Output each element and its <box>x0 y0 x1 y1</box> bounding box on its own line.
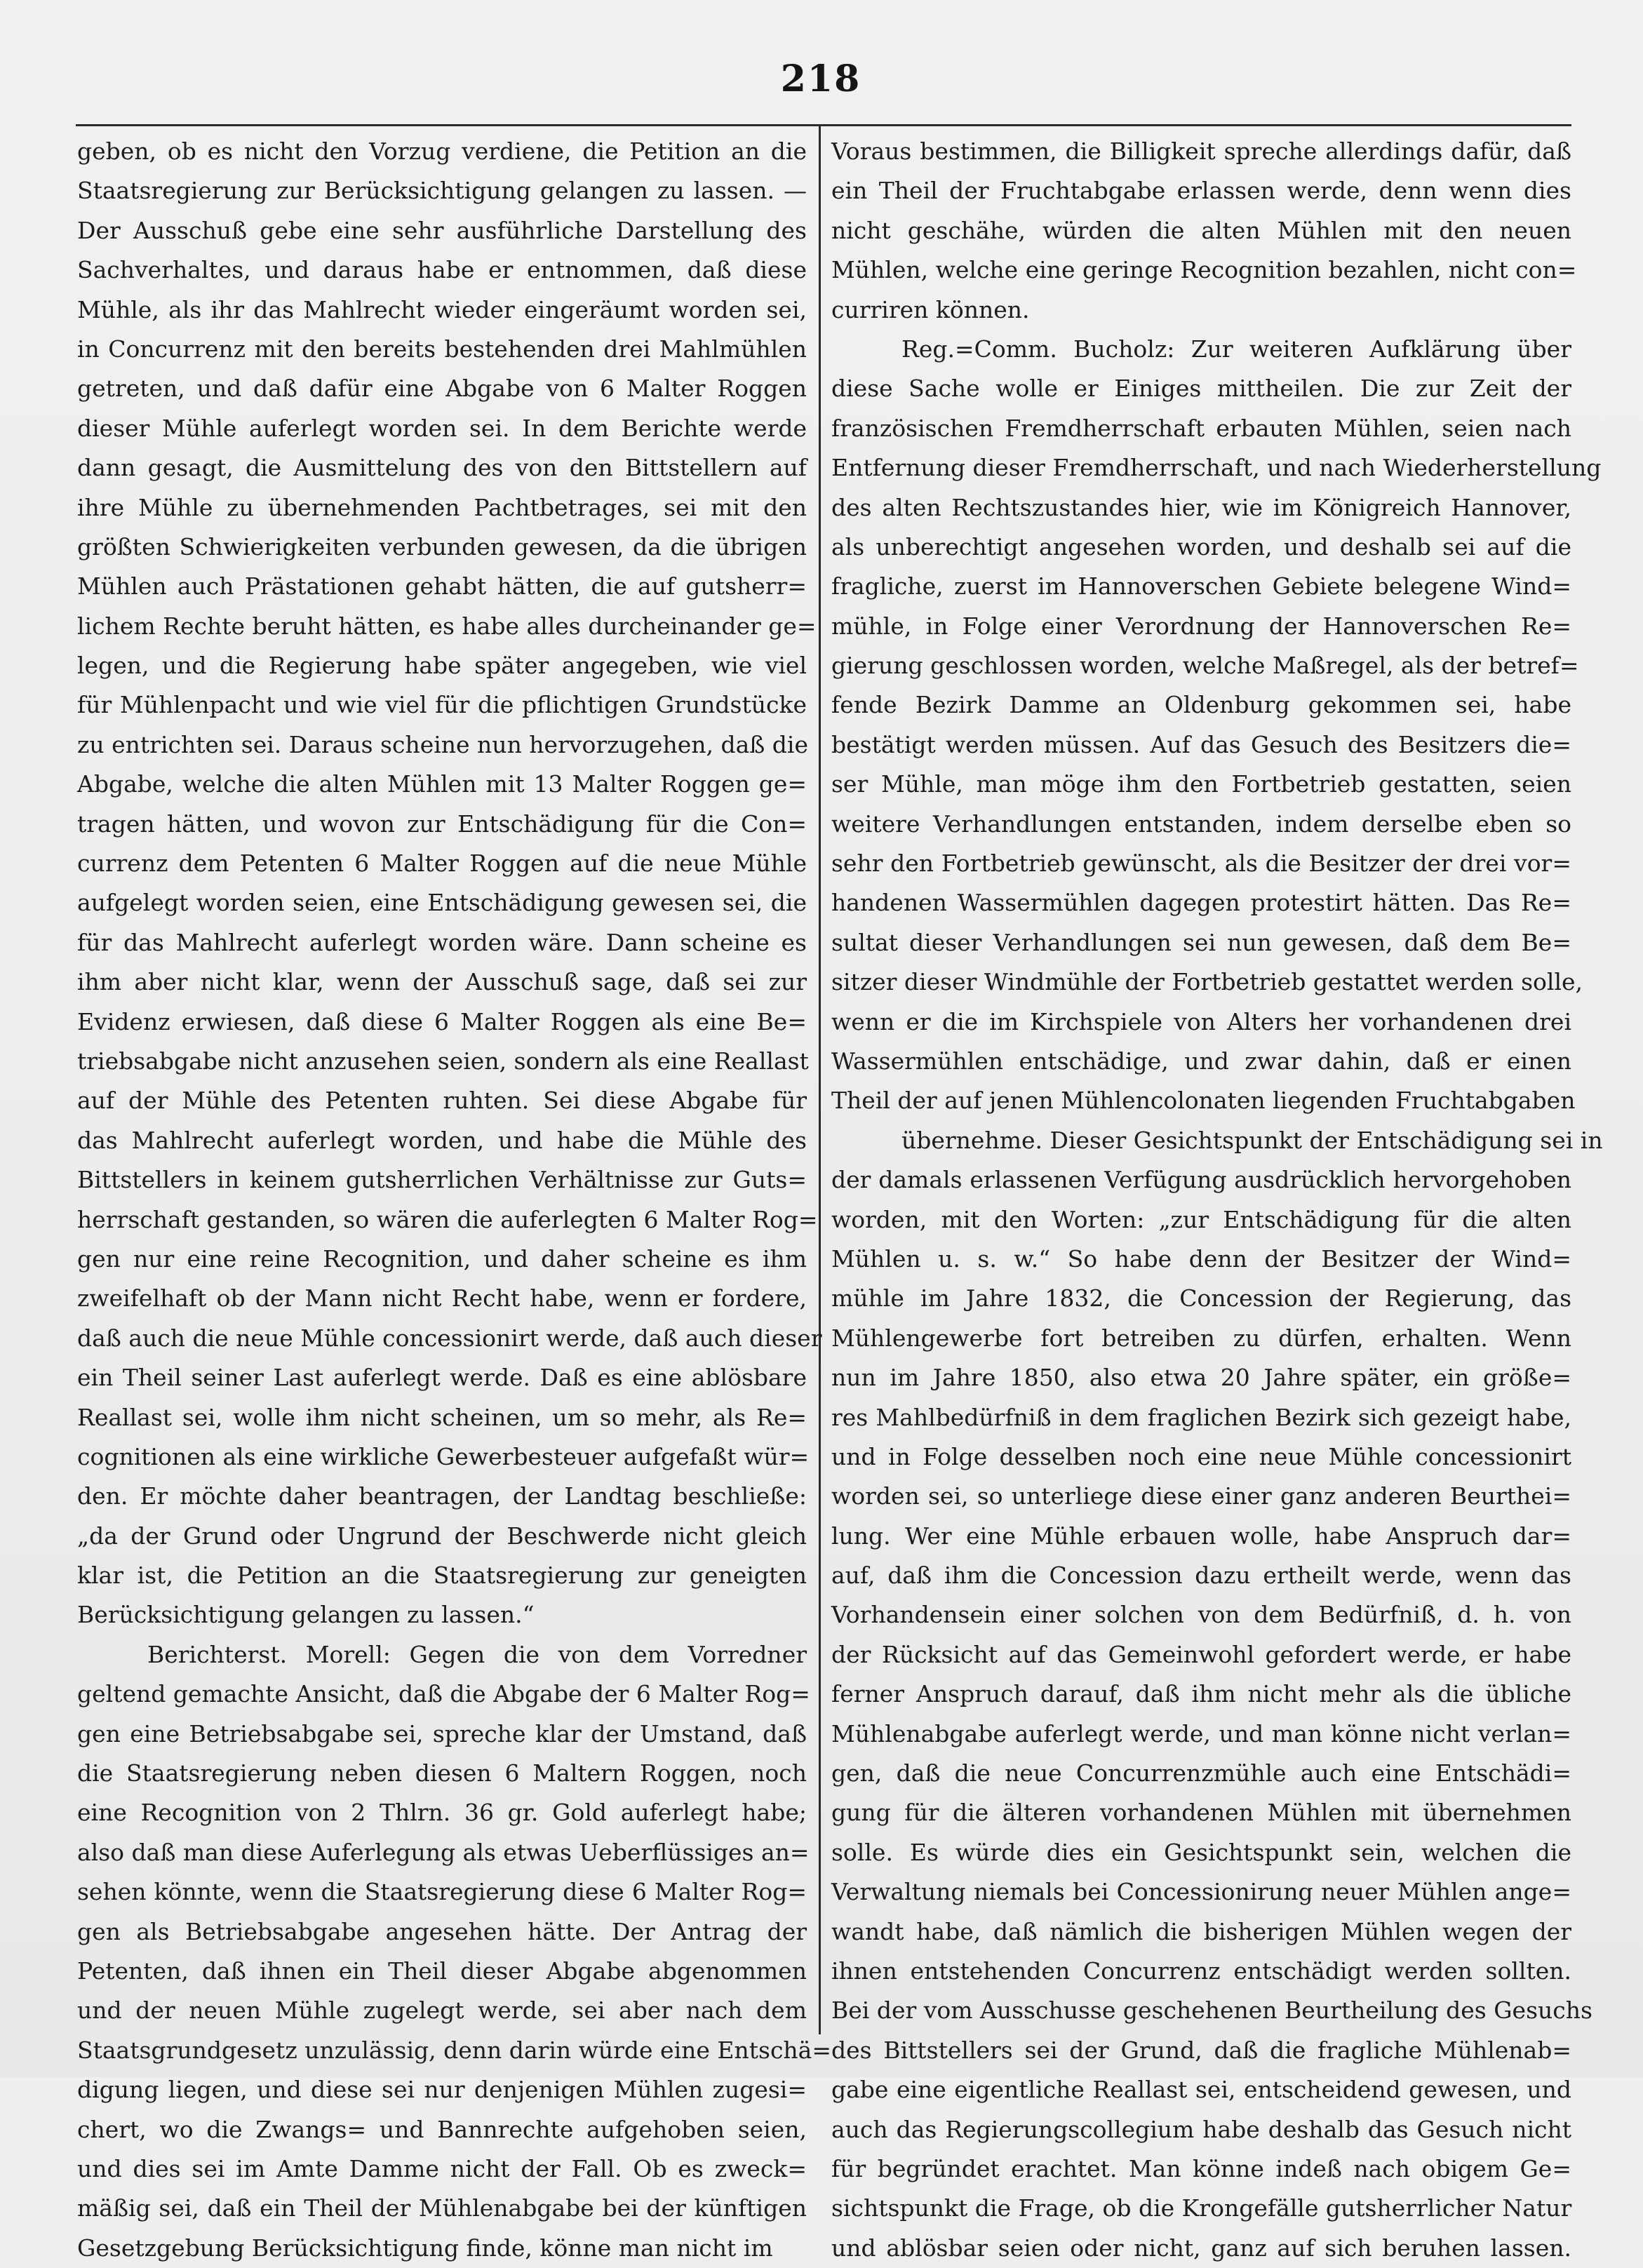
text-line: ihm aber nicht klar, wenn der Ausschuß sage, daß sei zur <box>77 968 807 996</box>
text-line: sehen könnte, wenn die Staatsregierung diese 6 Malter Rog= <box>77 1878 807 1906</box>
text-line: des Bittstellers sei der Grund, daß die fragliche Mühlenab= <box>831 2036 1571 2064</box>
text-line: auf, daß ihm die Concession dazu ertheilt werde, wenn das <box>831 1562 1571 1590</box>
text-line: Der Ausschuß gebe eine sehr ausführliche Darstellung des <box>77 216 807 244</box>
text-line: für das Mahlrecht auferlegt worden wäre. Dann scheine es <box>77 928 807 956</box>
text-line: geltend gemachte Ansicht, daß die Abgabe der 6 Malter Rog= <box>77 1680 810 1708</box>
text-line: diese Sache wolle er Einiges mittheilen. Die zur Zeit der <box>831 375 1571 403</box>
text-line: „da der Grund oder Ungrund der Beschwerde nicht gleich <box>77 1522 807 1550</box>
text-line: des alten Rechtszustandes hier, wie im Königreich Hannover, <box>831 493 1571 521</box>
text-line: ser Mühle, man möge ihm den Fortbetrieb gestatten, seien <box>831 770 1571 798</box>
text-line: Bei der vom Ausschusse geschehenen Beurtheilung des Gesuchs <box>831 1997 1592 2025</box>
text-line: ihnen entstehenden Concurrenz entschädigt werden sollten. <box>831 1957 1571 1985</box>
text-line: Petenten, daß ihnen ein Theil dieser Abgabe abgenommen <box>77 1957 807 1985</box>
text-line: der damals erlassenen Verfügung ausdrücklich hervorgehoben <box>831 1166 1571 1194</box>
text-line: sehr den Fortbetrieb gewünscht, als die Besitzer der drei vor= <box>831 850 1571 878</box>
column-divider <box>819 126 821 2034</box>
text-line: Mühlen u. s. w.“ So habe denn der Besitzer der Wind= <box>831 1244 1571 1273</box>
text-line: zweifelhaft ob der Mann nicht Recht habe, wenn er fordere, <box>77 1284 807 1313</box>
text-line: lichem Rechte beruht hätten, es habe alles durcheinander ge= <box>77 612 817 640</box>
text-line: worden, mit den Worten: „zur Entschädigung für die alten <box>831 1205 1571 1233</box>
text-line: Voraus bestimmen, die Billigkeit spreche allerdings dafür, daß <box>831 137 1571 165</box>
text-line: Berücksichtigung gelangen zu lassen.“ <box>77 1601 535 1629</box>
text-line: lung. Wer eine Mühle erbauen wolle, habe Anspruch dar= <box>831 1522 1571 1550</box>
text-line: sultat dieser Verhandlungen sei nun gewesen, daß dem Be= <box>831 928 1571 956</box>
text-line: sitzer dieser Windmühle der Fortbetrieb gestattet werden solle, <box>831 968 1583 996</box>
text-line: Reg.=Comm. Bucholz: Zur weiteren Aufklärung über <box>901 335 1571 363</box>
page-number: 218 <box>780 58 861 100</box>
text-line: für begründet erachtet. Man könne indeß nach obigem Ge= <box>831 2154 1571 2182</box>
text-line: chert, wo die Zwangs= und Bannrechte aufgehoben seien, <box>77 2115 807 2143</box>
text-line: und ablösbar seien oder nicht, ganz auf sich beruhen lassen. <box>831 2234 1571 2262</box>
text-line: dieser Mühle auferlegt worden sei. In dem Berichte werde <box>77 414 807 442</box>
text-line: die Staatsregierung neben diesen 6 Maltern Roggen, noch <box>77 1759 807 1787</box>
text-line: auch das Regierungscollegium habe deshalb das Gesuch nicht <box>831 2115 1571 2143</box>
text-line: Mühlenabgabe auferlegt werde, und man könne nicht verlan= <box>831 1719 1571 1747</box>
text-line: für Mühlenpacht und wie viel für die pflichtigen Grundstücke <box>77 691 807 719</box>
text-line: wandt habe, daß nämlich die bisherigen Mühlen wegen der <box>831 1917 1571 1945</box>
text-line: aufgelegt worden seien, eine Entschädigung gewesen sei, die <box>77 889 807 917</box>
text-line: nicht geschähe, würden die alten Mühlen mit den neuen <box>831 216 1571 244</box>
text-line: weitere Verhandlungen entstanden, indem derselbe eben so <box>831 810 1571 838</box>
text-line: Mühlengewerbe fort betreiben zu dürfen, erhalten. Wenn <box>831 1324 1571 1352</box>
text-line: tragen hätten, und wovon zur Entschädigung für die Con= <box>77 810 807 838</box>
text-line: das Mahlrecht auferlegt worden, und habe die Mühle des <box>77 1126 807 1154</box>
text-line: Staatsregierung zur Berücksichtigung gelangen zu lassen. — <box>77 177 807 205</box>
text-line: getreten, und daß dafür eine Abgabe von 6 Malter Roggen <box>77 375 807 403</box>
text-line: Wassermühlen entschädige, und zwar dahin, daß er einen <box>831 1047 1571 1075</box>
text-line: daß auch die neue Mühle concessionirt werde, daß auch dieser <box>77 1324 822 1352</box>
text-line: dann gesagt, die Ausmittelung des von den Bittstellern auf <box>77 454 807 482</box>
text-line: solle. Es würde dies ein Gesichtspunkt sein, welchen die <box>831 1838 1571 1866</box>
text-line: zu entrichten sei. Daraus scheine nun hervorzugehen, daß die <box>77 730 808 758</box>
text-line: fragliche, zuerst im Hannoverschen Gebiete belegene Wind= <box>831 572 1571 600</box>
text-line: Verwaltung niemals bei Concessionirung neuer Mühlen ange= <box>831 1878 1571 1906</box>
text-line: herrschaft gestanden, so wären die auferlegten 6 Malter Rog= <box>77 1205 818 1233</box>
text-line: gen nur eine reine Recognition, und daher scheine es ihm <box>77 1244 807 1273</box>
text-line: mühle im Jahre 1832, die Concession der Regierung, das <box>831 1284 1571 1313</box>
text-line: gabe eine eigentliche Reallast sei, entscheidend gewesen, und <box>831 2076 1571 2104</box>
text-line: fende Bezirk Damme an Oldenburg gekommen sei, habe <box>831 691 1571 719</box>
text-line: als unberechtigt angesehen worden, und deshalb sei auf die <box>831 532 1571 561</box>
text-line: Sachverhaltes, und daraus habe er entnommen, daß diese <box>77 256 807 284</box>
text-line: ein Theil seiner Last auferlegt werde. Daß es eine ablösbare <box>77 1364 807 1392</box>
text-line: worden sei, so unterliege diese einer ganz anderen Beurthei= <box>831 1482 1571 1510</box>
text-line: wenn er die im Kirchspiele von Alters her vorhandenen drei <box>831 1007 1571 1035</box>
text-line: übernehme. Dieser Gesichtspunkt der Entschädigung sei in <box>901 1126 1603 1154</box>
text-line: und in Folge desselben noch eine neue Mühle concessionirt <box>831 1442 1571 1470</box>
text-line: Reallast sei, wolle ihm nicht scheinen, um so mehr, als Re= <box>77 1403 807 1431</box>
text-line: Bittstellers in keinem gutsherrlichen Verhältnisse zur Guts= <box>77 1166 807 1194</box>
text-line: und der neuen Mühle zugelegt werde, sei aber nach dem <box>77 1997 807 2025</box>
text-line: Mühlen auch Prästationen gehabt hätten, die auf gutsherr= <box>77 572 807 600</box>
text-line: auf der Mühle des Petenten ruhten. Sei diese Abgabe für <box>77 1087 807 1115</box>
text-line: den. Er möchte daher beantragen, der Landtag beschließe: <box>77 1482 807 1510</box>
text-line: ein Theil der Fruchtabgabe erlassen werde, denn wenn dies <box>831 177 1571 205</box>
text-line: triebsabgabe nicht anzusehen seien, sondern als eine Reallast <box>77 1047 809 1075</box>
text-line: mühle, in Folge einer Verordnung der Hannoverschen Re= <box>831 612 1571 640</box>
text-line: Evidenz erwiesen, daß diese 6 Malter Roggen als eine Be= <box>77 1007 807 1035</box>
text-line: cognitionen als eine wirkliche Gewerbesteuer aufgefaßt wür= <box>77 1442 810 1470</box>
text-line: also daß man diese Auferlegung als etwas Ueberflüssiges an= <box>77 1838 810 1866</box>
text-line: Berichterst. Morell: Gegen die von dem Vorredner <box>147 1640 807 1668</box>
text-line: Theil der auf jenen Mühlencolonaten liegenden Fruchtabgaben <box>831 1087 1576 1115</box>
text-line: gen, daß die neue Concurrenzmühle auch eine Entschädi= <box>831 1759 1571 1787</box>
text-line: digung liegen, und diese sei nur denjenigen Mühlen zugesi= <box>77 2076 807 2104</box>
text-line: französischen Fremdherrschaft erbauten Mühlen, seien nach <box>831 414 1571 442</box>
text-line: und dies sei im Amte Damme nicht der Fall. Ob es zweck= <box>77 2154 807 2182</box>
text-line: ihre Mühle zu übernehmenden Pachtbetrages, sei mit den <box>77 493 807 521</box>
text-line: legen, und die Regierung habe später angegeben, wie viel <box>77 652 807 680</box>
text-line: gen als Betriebsabgabe angesehen hätte. Der Antrag der <box>77 1917 807 1945</box>
text-line: Mühlen, welche eine geringe Recognition bezahlen, nicht con= <box>831 256 1577 284</box>
left-column <box>77 132 831 2262</box>
text-line: in Concurrenz mit den bereits bestehenden drei Mahlmühlen <box>77 335 807 363</box>
text-line: Staatsgrundgesetz unzulässig, denn darin würde eine Entschä= <box>77 2036 831 2064</box>
text-line: bestätigt werden müssen. Auf das Gesuch des Besitzers die= <box>831 730 1571 758</box>
text-line: sichtspunkt die Frage, ob die Krongefälle gutsherrlicher Natur <box>831 2194 1572 2222</box>
text-line: eine Recognition von 2 Thlrn. 36 gr. Gold auferlegt habe; <box>77 1799 807 1827</box>
text-line: nun im Jahre 1850, also etwa 20 Jahre später, ein größe= <box>831 1364 1571 1392</box>
text-line: handenen Wassermühlen dagegen protestirt hätten. Das Re= <box>831 889 1571 917</box>
text-line: Gesetzgebung Berücksichtigung finde, könne man nicht im <box>77 2234 773 2262</box>
text-line: Mühle, als ihr das Mahlrecht wieder eingeräumt worden sei, <box>77 295 807 323</box>
text-line: gen eine Betriebsabgabe sei, spreche klar der Umstand, daß <box>77 1719 807 1747</box>
text-line: geben, ob es nicht den Vorzug verdiene, die Petition an die <box>77 137 807 165</box>
text-line: res Mahlbedürfniß in dem fraglichen Bezirk sich gezeigt habe, <box>831 1403 1571 1431</box>
text-line: größten Schwierigkeiten verbunden gewesen, da die übrigen <box>77 532 807 561</box>
text-line: der Rücksicht auf das Gemeinwohl gefordert werde, er habe <box>831 1640 1571 1668</box>
text-line: curriren können. <box>831 295 1030 323</box>
text-line: Entfernung dieser Fremdherrschaft, und nach Wiederherstellung <box>831 454 1602 482</box>
text-line: Abgabe, welche die alten Mühlen mit 13 Malter Roggen ge= <box>77 770 807 798</box>
text-line: mäßig sei, daß ein Theil der Mühlenabgabe bei der künftigen <box>77 2194 807 2222</box>
text-line: ferner Anspruch darauf, daß ihm nicht mehr als die übliche <box>831 1680 1571 1708</box>
text-line: klar ist, die Petition an die Staatsregierung zur geneigten <box>77 1562 807 1590</box>
text-line: currenz dem Petenten 6 Malter Roggen auf die neue Mühle <box>77 850 807 878</box>
header-rule <box>76 124 1571 126</box>
text-line: Vorhandensein einer solchen von dem Bedürfniß, d. h. von <box>831 1601 1571 1629</box>
text-line: gierung geschlossen worden, welche Maßregel, als der betref= <box>831 652 1579 680</box>
right-column <box>831 132 1603 2262</box>
text-line: gung für die älteren vorhandenen Mühlen mit übernehmen <box>831 1799 1571 1827</box>
